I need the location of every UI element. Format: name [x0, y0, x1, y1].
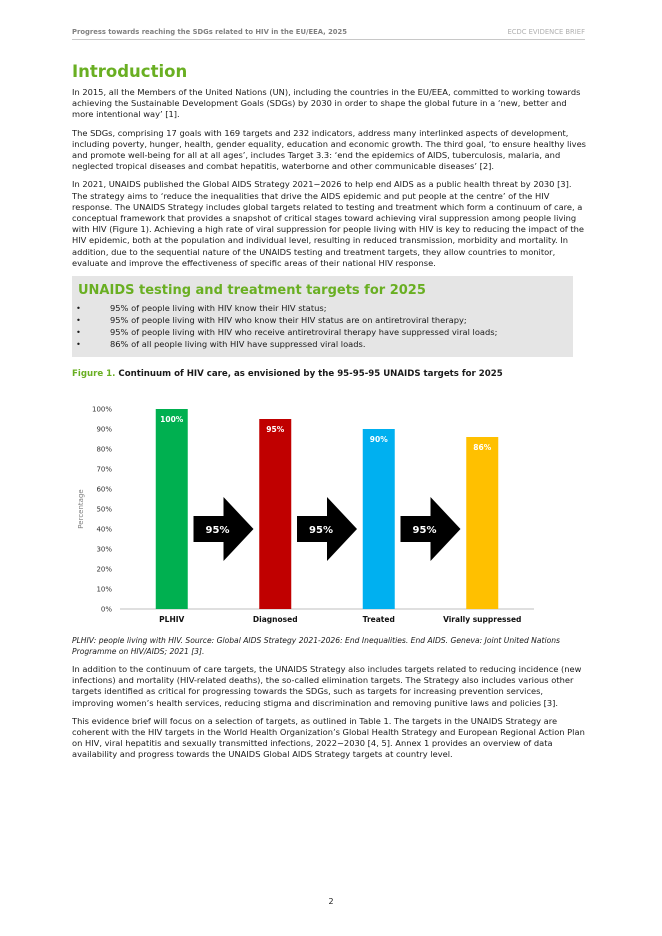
bullet-icon: •: [76, 315, 81, 326]
bullet-icon: •: [76, 339, 81, 350]
page-header: [72, 25, 585, 40]
target-item: • 95% of people living with HIV know their HIV status;: [76, 303, 327, 314]
target-item: • 95% of people living with HIV who know their HIV status are on antiretroviral therapy;: [76, 315, 467, 326]
arrow-label: 95%: [205, 525, 230, 537]
body-paragraph-5: This evidence brief will focus on a selection of targets, as outlined in Table 1. The targets in the UNAIDS Strategy are coherent with the HIV targets in the World Health Organization’s Global Health Strategy and European Regional Action Plan on HIV, viral hepatitis and sexually transmitted infections, 2022−2030 [4, 5]. Annex 1 provides an overview of data availability and progress towards the UNAIDS Global AIDS Strategy targets at country level.: [72, 715, 585, 760]
bar-value-label: 95%: [266, 425, 285, 435]
y-axis-label: Percentage: [77, 489, 85, 529]
y-tick-label: 70%: [96, 465, 112, 474]
bar-1: [156, 409, 188, 609]
bar-value-label: 86%: [473, 443, 492, 453]
target-item: • 86% of all people living with HIV have suppressed viral loads.: [76, 339, 366, 350]
intro-paragraph-3: In 2021, UNAIDS published the Global AIDS Strategy 2021−2026 to help end AIDS as a public health threat by 2030 [3]. The strategy aims to ‘reduce the inequalities that drive the AIDS epidemic and put people at the centre’ of the HIV response. The UNAIDS Strategy includes global targets related to testing and treatment which form a continuum of care, a conceptual framework that provides a snapshot of critical stages toward achieving viral suppression among people living with HIV (Figure 1). Achieving a high rate of viral suppression for people living with HIV is key to reducing the impact of the HIV epidemic, both at the population and individual level, resulting in reduced transmission, morbidity and mortality. In addition, due to the sequential nature of the UNAIDS testing and treatment targets, they allow countries to monitor, evaluate and improve the effectiveness of specific areas of their national HIV response.: [72, 179, 584, 268]
y-tick-label: 20%: [96, 565, 112, 574]
header-label: ECDC EVIDENCE BRIEF: [507, 28, 585, 36]
bullet-icon: •: [76, 327, 81, 338]
bar-value-label: 90%: [369, 435, 388, 445]
chart-svg: [72, 387, 586, 625]
intro-paragraph-1: In 2015, all the Members of the United Nations (UN), including the countries in the EU/EEA, committed to working towards achieving the Sustainable Development Goals (SDGs) by 2030 in order to shape the global future in a ‘new, better and more intentional way’ [1].: [72, 87, 581, 120]
section-heading: Introduction: [72, 62, 188, 81]
arrow-label: 95%: [412, 525, 437, 537]
x-tick-label: PLHIV: [159, 615, 185, 625]
y-tick-label: 40%: [96, 525, 112, 534]
figure-label: Figure 1.: [72, 369, 116, 380]
figure-title: [72, 369, 586, 379]
arrow-label: 95%: [309, 525, 333, 537]
header-title: Progress towards reaching the SDGs related to HIV in the EU/EEA, 2025: [72, 28, 347, 36]
figure-title-text: Continuum of HIV care, as envisioned by the 95-95-95 UNAIDS targets for 2025: [118, 369, 503, 380]
bullet-icon: •: [76, 303, 81, 314]
targets-heading: UNAIDS testing and treatment targets for 2025: [78, 283, 426, 299]
x-tick-label: Treated: [362, 615, 395, 625]
bar-4: [466, 437, 498, 609]
x-tick-label: Diagnosed: [252, 615, 298, 625]
bar-3: [363, 429, 395, 609]
hiv-care-chart: [72, 387, 586, 625]
target-item: • 95% of people living with HIV who receive antiretroviral therapy have suppressed viral loads;: [76, 327, 498, 338]
targets-list: [78, 302, 564, 350]
targets-box: [72, 276, 573, 357]
y-tick-label: 30%: [96, 545, 112, 554]
main-content: [72, 62, 586, 768]
y-tick-label: 50%: [96, 505, 112, 514]
x-tick-label: Virally suppressed: [443, 615, 522, 625]
bar-value-label: 100%: [160, 415, 184, 425]
y-tick-label: 90%: [96, 425, 112, 434]
y-tick-label: 100%: [91, 405, 112, 414]
y-tick-label: 80%: [96, 445, 112, 454]
page-number: 2: [328, 897, 334, 906]
y-tick-label: 10%: [96, 585, 112, 594]
intro-paragraph-2: The SDGs, comprising 17 goals with 169 targets and 232 indicators, address many interlinked aspects of development, including poverty, hunger, health, gender equality, education and economic growth. The third goal, ‘to ensure healthy lives and promote well-being for all at all ages’, includes Target 3.3: ‘end the epidemics of AIDS, tuberculosis, malaria, and neglected tropical diseases and combat hepatitis, waterborne and other communicable diseases’ [2].: [72, 127, 587, 172]
bar-2: [259, 419, 291, 609]
y-tick-label: 60%: [96, 485, 112, 494]
body-paragraph-4: In addition to the continuum of care targets, the UNAIDS Strategy also includes targets related to reducing incidence (new infections) and mortality (HIV-related deaths), the so-called elimination targets. The Strategy also includes various other targets identified as critical for progressing towards the SDGs, such as targets for increasing prevention services, improving women’s health services, reducing stigma and discrimination and removing punitive laws and policies [3].: [72, 664, 582, 708]
figure-caption: PLHIV: people living with HIV. Source: Global AIDS Strategy 2021-2026: End Inequalities. End AIDS. Geneva: Joint United Nations Programme on HIV/AIDS; 2021 [3].: [72, 636, 561, 657]
y-tick-label: 0%: [100, 605, 112, 614]
